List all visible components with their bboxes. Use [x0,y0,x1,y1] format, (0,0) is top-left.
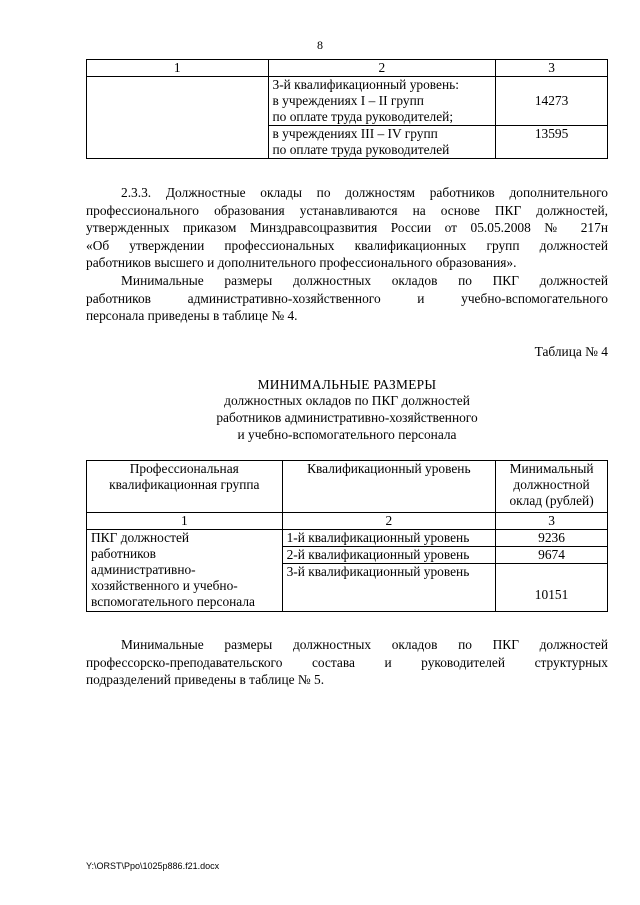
table-header-cell: 3 [496,60,608,77]
value-cell: 9236 [496,530,608,547]
paragraph-line: профессорско-преподавательского состава и руководителей структурных [86,654,608,670]
value-cell: 10151 [496,564,608,612]
header-text: должностной [513,477,590,492]
level-cell: 1-й квалификационный уровень [282,530,496,547]
column-number: 1 [87,513,283,530]
paragraph-line: работников высшего и дополнительного профессионального образования». [86,255,517,271]
table-header-cell: 2 [268,60,496,77]
table-header-row [87,461,608,513]
header-text: Профессиональная [129,461,239,476]
group-line: работников [91,546,156,561]
table-cell [87,77,269,159]
header-salary [496,461,608,513]
table-header-cell: 1 [87,60,269,77]
paragraph-2-3-3 [86,184,608,272]
group-line: вспомогательного персонала [91,594,255,609]
paragraph-line: утвержденных приказом Минздравсоцразвития России от 05.05.2008 № 217н [86,220,608,236]
group-line: хозяйственного и учебно- [91,578,238,593]
row-text: в учреждениях I – II групп [272,93,424,108]
header-text: оклад (рублей) [509,493,594,508]
row-text: по оплате труда руководителей; [272,109,454,124]
column-number: 2 [282,513,496,530]
table-row [87,77,608,94]
level-cell: 2-й квалификационный уровень [282,547,496,564]
paragraph-line: «Об утверждении профессиональных квалификационных групп должностей [86,237,608,253]
value-cell: 9674 [496,547,608,564]
row-text: по оплате труда руководителей [272,142,450,157]
group-cell [87,530,283,612]
header-group [87,461,283,513]
paragraph-line: Минимальные размеры должностных окладов по ПКГ должностей [121,273,608,288]
table-4-subtitle: должностных окладов по ПКГ должностей [224,393,470,408]
header-text: квалификационная группа [109,477,260,492]
table-4-title: МИНИМАЛЬНЫЕ РАЗМЕРЫ [257,377,437,392]
table-4 [86,460,608,612]
paragraph-line: профессионального образования устанавливаются на основе ПКГ должностей, [86,202,608,218]
table-4-subtitle: работников административно-хозяйственного [216,410,478,425]
table-4-subtitle: и учебно-вспомогательного персонала [237,427,457,442]
header-text: Минимальный [509,461,594,476]
table-header-row [87,60,608,77]
row-text: в учреждениях III – IV групп [272,126,438,141]
paragraph-line: работников административно-хозяйственного и учебно-вспомогательного [86,290,608,306]
footer-file-path: Y:\ORST\Ppo\1025p886.f21.docx [86,861,220,871]
value-cell: 14273 [496,93,608,126]
header-level: Квалификационный уровень [282,461,496,513]
table-4-label: Таблица № 4 [534,344,608,359]
page-number: 8 [317,38,323,52]
paragraph-min-sizes-table4 [86,272,608,325]
table-cell [268,93,496,126]
level-heading-cell: 3-й квалификационный уровень: [268,77,496,94]
level-cell: 3-й квалификационный уровень [282,564,496,612]
paragraph-line: 2.3.3. Должностные оклады по должностям работников дополнительного [121,185,608,200]
paragraph-line: персонала приведены в таблице № 4. [86,308,298,324]
salary-table-continuation [86,59,608,159]
group-line: ПКГ должностей [91,530,190,545]
paragraph-line: подразделений приведены в таблице № 5. [86,672,325,688]
table-cell [268,126,496,159]
table-cell [496,77,608,94]
group-line: административно- [91,562,196,577]
paragraph-line: Минимальные размеры должностных окладов по ПКГ должностей [121,637,608,652]
paragraph-min-sizes-table5 [86,636,608,689]
value-cell: 13595 [496,126,608,159]
column-number: 3 [496,513,608,530]
table-number-row [87,513,608,530]
table-row [87,530,608,547]
